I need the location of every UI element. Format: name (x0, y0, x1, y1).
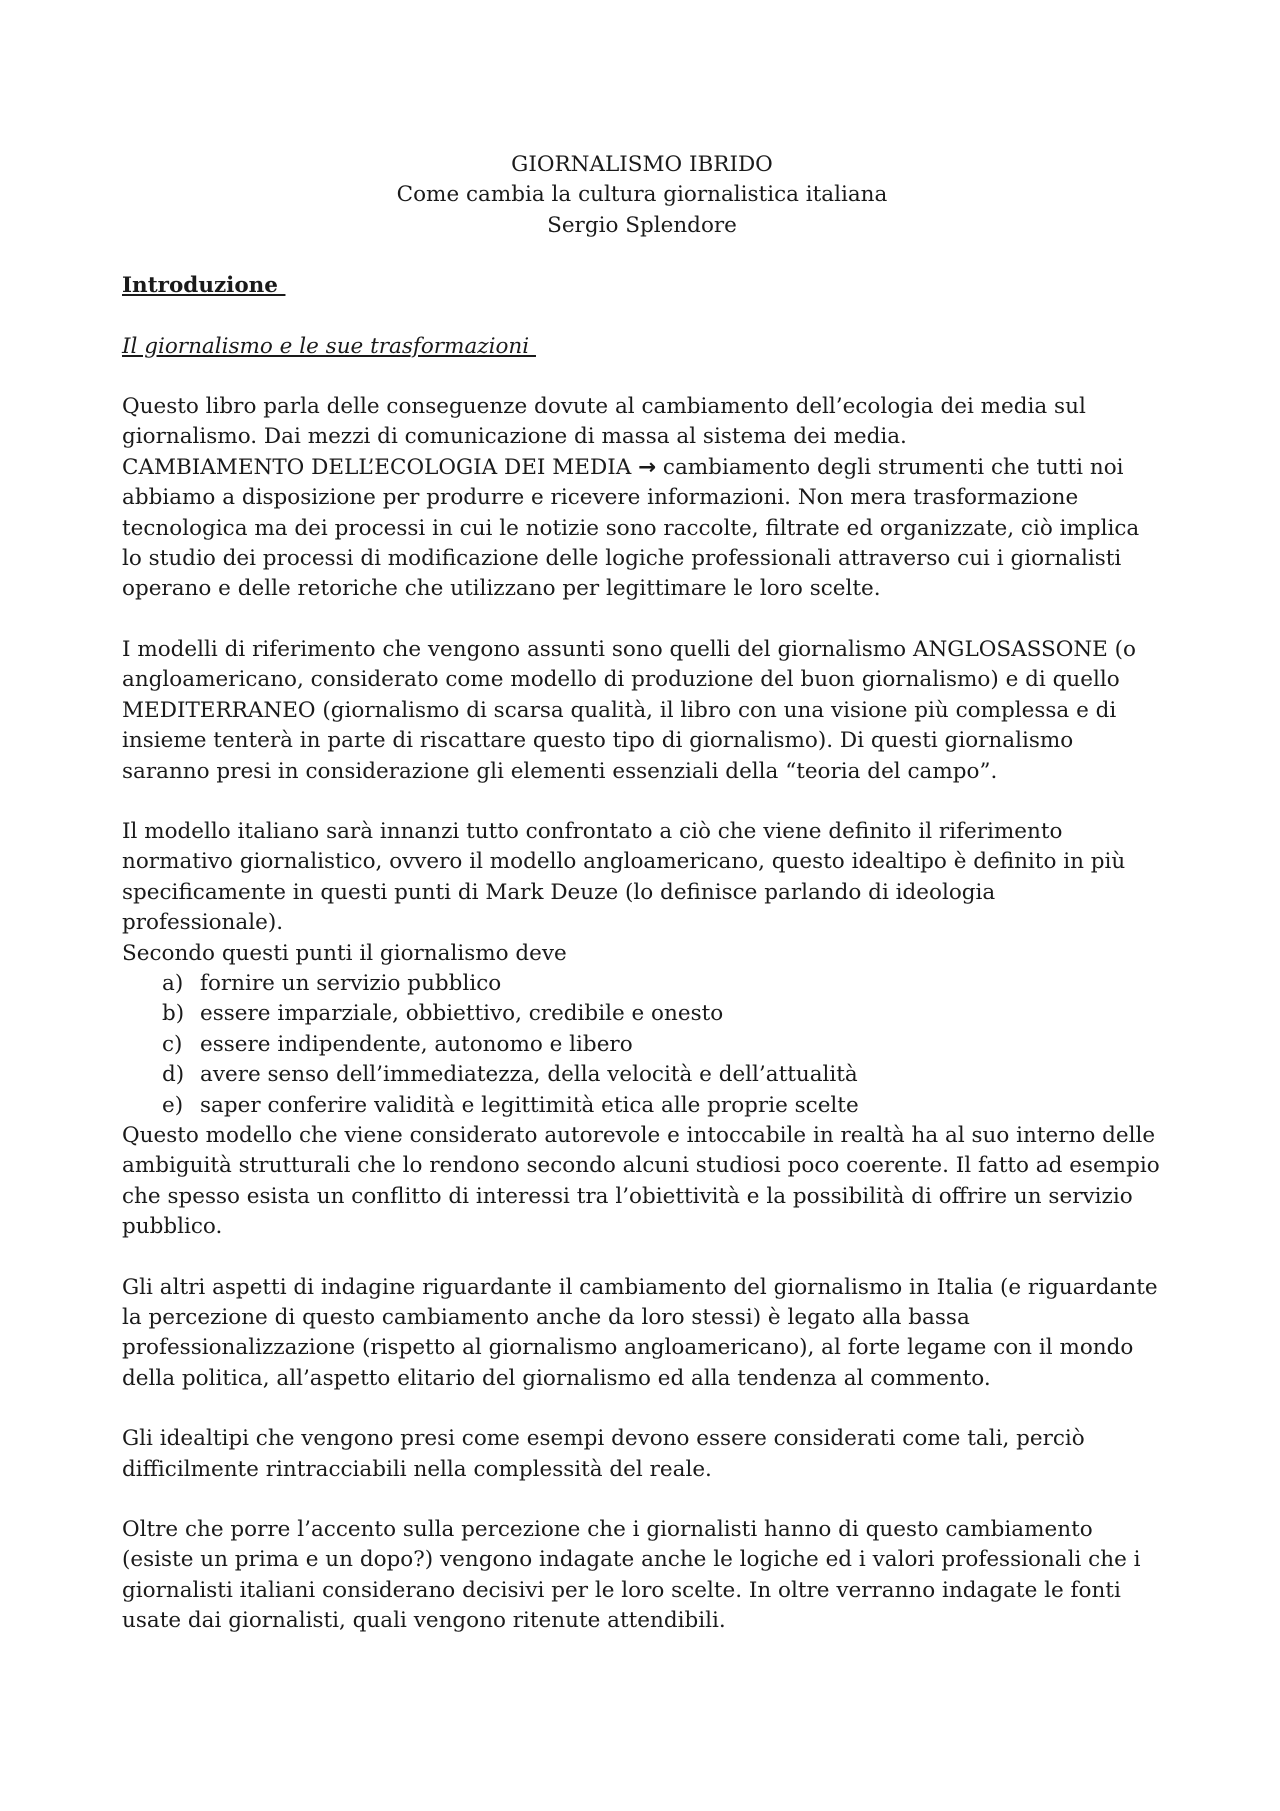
list-item (162, 1060, 1162, 1090)
list-item (162, 969, 1162, 999)
document-author: Sergio Splendore (547, 212, 737, 238)
list-item (162, 1030, 1162, 1060)
list-marker: d) (162, 1062, 185, 1088)
paragraph-1b-lead: CAMBIAMENTO DELL’ECOLOGIA DEI MEDIA (122, 454, 632, 480)
list-marker: a) (162, 970, 184, 996)
list-item-text: fornire un servizio pubblico (200, 970, 502, 996)
paragraph-3b: Secondo questi punti il giornalismo deve (122, 940, 567, 966)
paragraph-2: I modelli di riferimento che vengono assunti sono quelli del giornalismo ANGLOSASSONE (o angloamericano, considerato come modello di produzione del buon giornalismo) e di quello MEDITERRANEO (giornalismo di scarsa qualità, il libro con una visione più complessa e di insieme tenterà in parte di riscattare questo tipo di giornalismo). Di questi giornalismo saranno presi in considerazione gli elementi essenziali della “teoria del campo”. (122, 636, 1136, 784)
subsection-heading: Il giornalismo e le sue trasformazioni (122, 333, 536, 359)
arrow-right-icon: → (638, 454, 657, 480)
document-content (122, 150, 1162, 1637)
document-subtitle: Come cambia la cultura giornalistica italiana (396, 182, 888, 208)
list-item-text: saper conferire validità e legittimità etica alle proprie scelte (200, 1092, 859, 1118)
list-marker: c) (162, 1031, 183, 1057)
list-item (162, 999, 1162, 1029)
criteria-list (122, 969, 1162, 1121)
list-item-text: essere imparziale, obbiettivo, credibile e onesto (200, 1001, 724, 1027)
list-marker: e) (162, 1092, 184, 1118)
list-item-text: essere indipendente, autonomo e libero (200, 1031, 633, 1057)
paragraph-1-text: Questo libro parla delle conseguenze dovute al cambiamento dell’ecologia dei media sul giornalismo. Dai mezzi di comunicazione di massa al sistema dei media. (122, 394, 1086, 450)
paragraph-6: Gli idealtipi che vengono presi come esempi devono essere considerati come tali, perciò difficilmente rintracciabili nella complessità del reale. (122, 1426, 1085, 1482)
paragraph-5: Gli altri aspetti di indagine riguardante il cambiamento del giornalismo in Italia (e riguardante la percezione di questo cambiamento anche da loro stessi) è legato alla bassa professionalizzazione (rispetto al giornalismo angloamericano), al forte legame con il mondo della politica, all’aspetto elitario del giornalismo ed alla tendenza al commento. (122, 1274, 1158, 1391)
section-heading: Introduzione (122, 273, 286, 299)
paragraph-1 (122, 392, 1162, 605)
document-title: GIORNALISMO IBRIDO (511, 152, 773, 177)
paragraph-7: Oltre che porre l’accento sulla percezione che i giornalisti hanno di questo cambiamento (esiste un prima e un dopo?) vengono indagate anche le logiche ed i valori professionali che i giornalisti italiani considerano decisivi per le loro scelte. In oltre verranno indagate le fonti usate dai giornalisti, quali vengono ritenute attendibili. (122, 1517, 1141, 1634)
paragraph-4: Questo modello che viene considerato autorevole e intoccabile in realtà ha al suo interno delle ambiguità strutturali che lo rendono secondo alcuni studiosi poco coerente. Il fatto ad esempio che spesso esista un conflitto di interessi tra l’obiettività e la possibilità di offrire un servizio pubblico. (122, 1122, 1160, 1240)
list-marker: b) (162, 1001, 185, 1027)
list-item (162, 1091, 1162, 1121)
list-item-text: avere senso dell’immediatezza, della velocità e dell’attualità (200, 1062, 858, 1088)
paragraph-3: Il modello italiano sarà innanzi tutto confrontato a ciò che viene definito il riferimento normativo giornalistico, ovvero il modello angloamericano, questo idealtipo è definito in più specificamente in questi punti di Mark Deuze (lo definisce parlando di ideologia professionale). (122, 818, 1126, 936)
document-header (122, 150, 1162, 241)
paragraph-1b-rest: cambiamento degli strumenti che tutti noi abbiamo a disposizione per produrre e ricevere informazioni. Non mera trasformazione tecnologica ma dei processi in cui le notizie sono raccolte, filtrate ed organizzate, ciò implica lo studio dei processi di modificazione delle logiche professionali attraverso cui i giornalisti operano e delle retoriche che utilizzano per legittimare le loro scelte. (122, 454, 1140, 602)
